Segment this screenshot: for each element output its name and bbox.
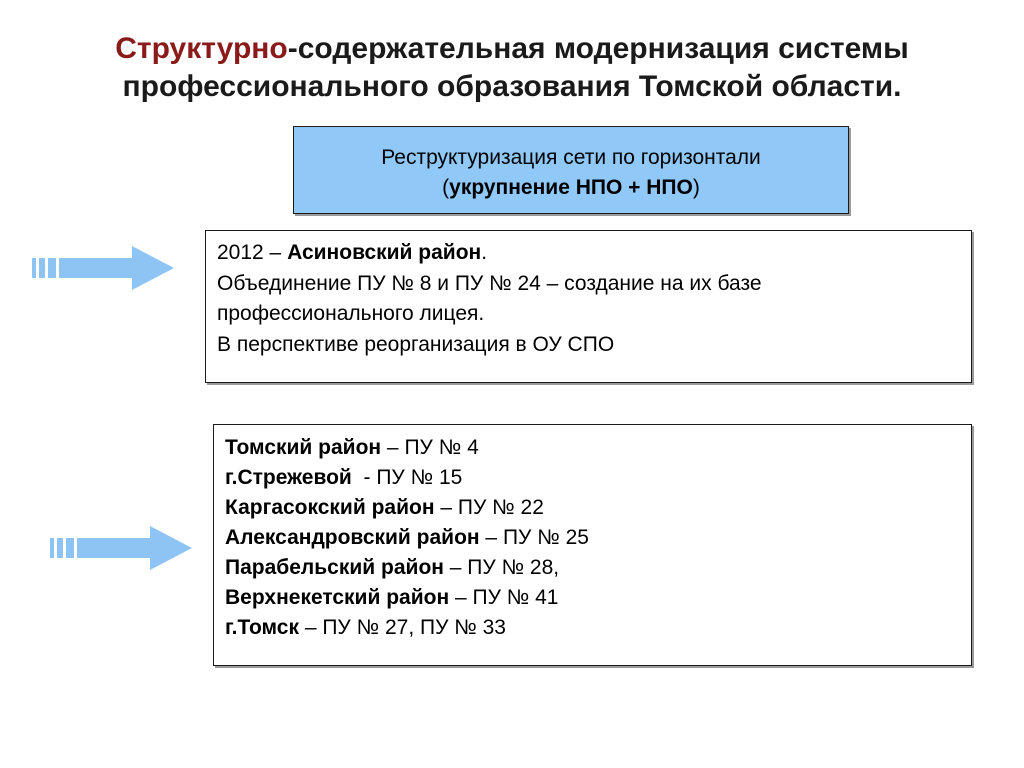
list-item	[225, 523, 971, 553]
restructuring-box	[293, 126, 849, 214]
open-paren: (	[442, 176, 450, 199]
list-item	[225, 433, 971, 463]
district-name: Парабельский район	[225, 556, 444, 579]
list-item	[225, 463, 971, 493]
title-rest: -содержательная модернизация системы	[287, 32, 909, 65]
title-line-1	[40, 30, 984, 68]
district-name: г.Стрежевой	[225, 466, 352, 489]
school-number: – ПУ № 22	[434, 496, 544, 519]
right-arrow-icon	[32, 244, 176, 292]
asino-line-2: Объединение ПУ № 8 и ПУ № 24 – создание на их базе	[217, 271, 762, 295]
list-item	[225, 583, 971, 613]
school-number: – ПУ № 41	[449, 586, 559, 609]
districts-list-box	[213, 424, 972, 666]
title-line-2: профессионального образования Томской области.	[122, 70, 902, 103]
title-accent: Структурно	[115, 32, 288, 65]
district-name: г.Томск	[225, 616, 299, 639]
district-name: Каргасокский район	[225, 496, 435, 519]
school-number: – ПУ № 27, ПУ № 33	[298, 616, 506, 639]
asino-district-box	[205, 230, 972, 383]
asino-line-3: профессионального лицея.	[217, 302, 485, 325]
period: .	[481, 241, 488, 264]
asino-line-1	[217, 238, 971, 269]
asino-line-4: В перспективе реорганизация в ОУ СПО	[217, 332, 615, 356]
school-number: – ПУ № 25	[479, 526, 589, 549]
right-arrow-icon	[50, 524, 194, 572]
restructuring-line-2	[294, 173, 848, 203]
district-name: Александровский район	[225, 526, 480, 549]
slide-title	[40, 30, 984, 106]
list-item	[225, 493, 971, 523]
list-item	[225, 613, 971, 643]
restructuring-bold: укрупнение НПО + НПО	[449, 176, 693, 199]
district-name: Верхнекетский район	[225, 586, 450, 609]
restructuring-line-1: Реструктуризация сети по горизонтали	[381, 146, 761, 169]
close-paren: )	[692, 176, 700, 199]
school-number: - ПУ № 15	[351, 466, 463, 489]
list-item	[225, 553, 971, 583]
district-name: Томский район	[225, 436, 382, 459]
year-label: 2012 –	[217, 241, 288, 264]
school-number: – ПУ № 28,	[443, 556, 560, 579]
district-name: Асиновский район	[287, 241, 482, 264]
school-number: – ПУ № 4	[381, 436, 479, 459]
